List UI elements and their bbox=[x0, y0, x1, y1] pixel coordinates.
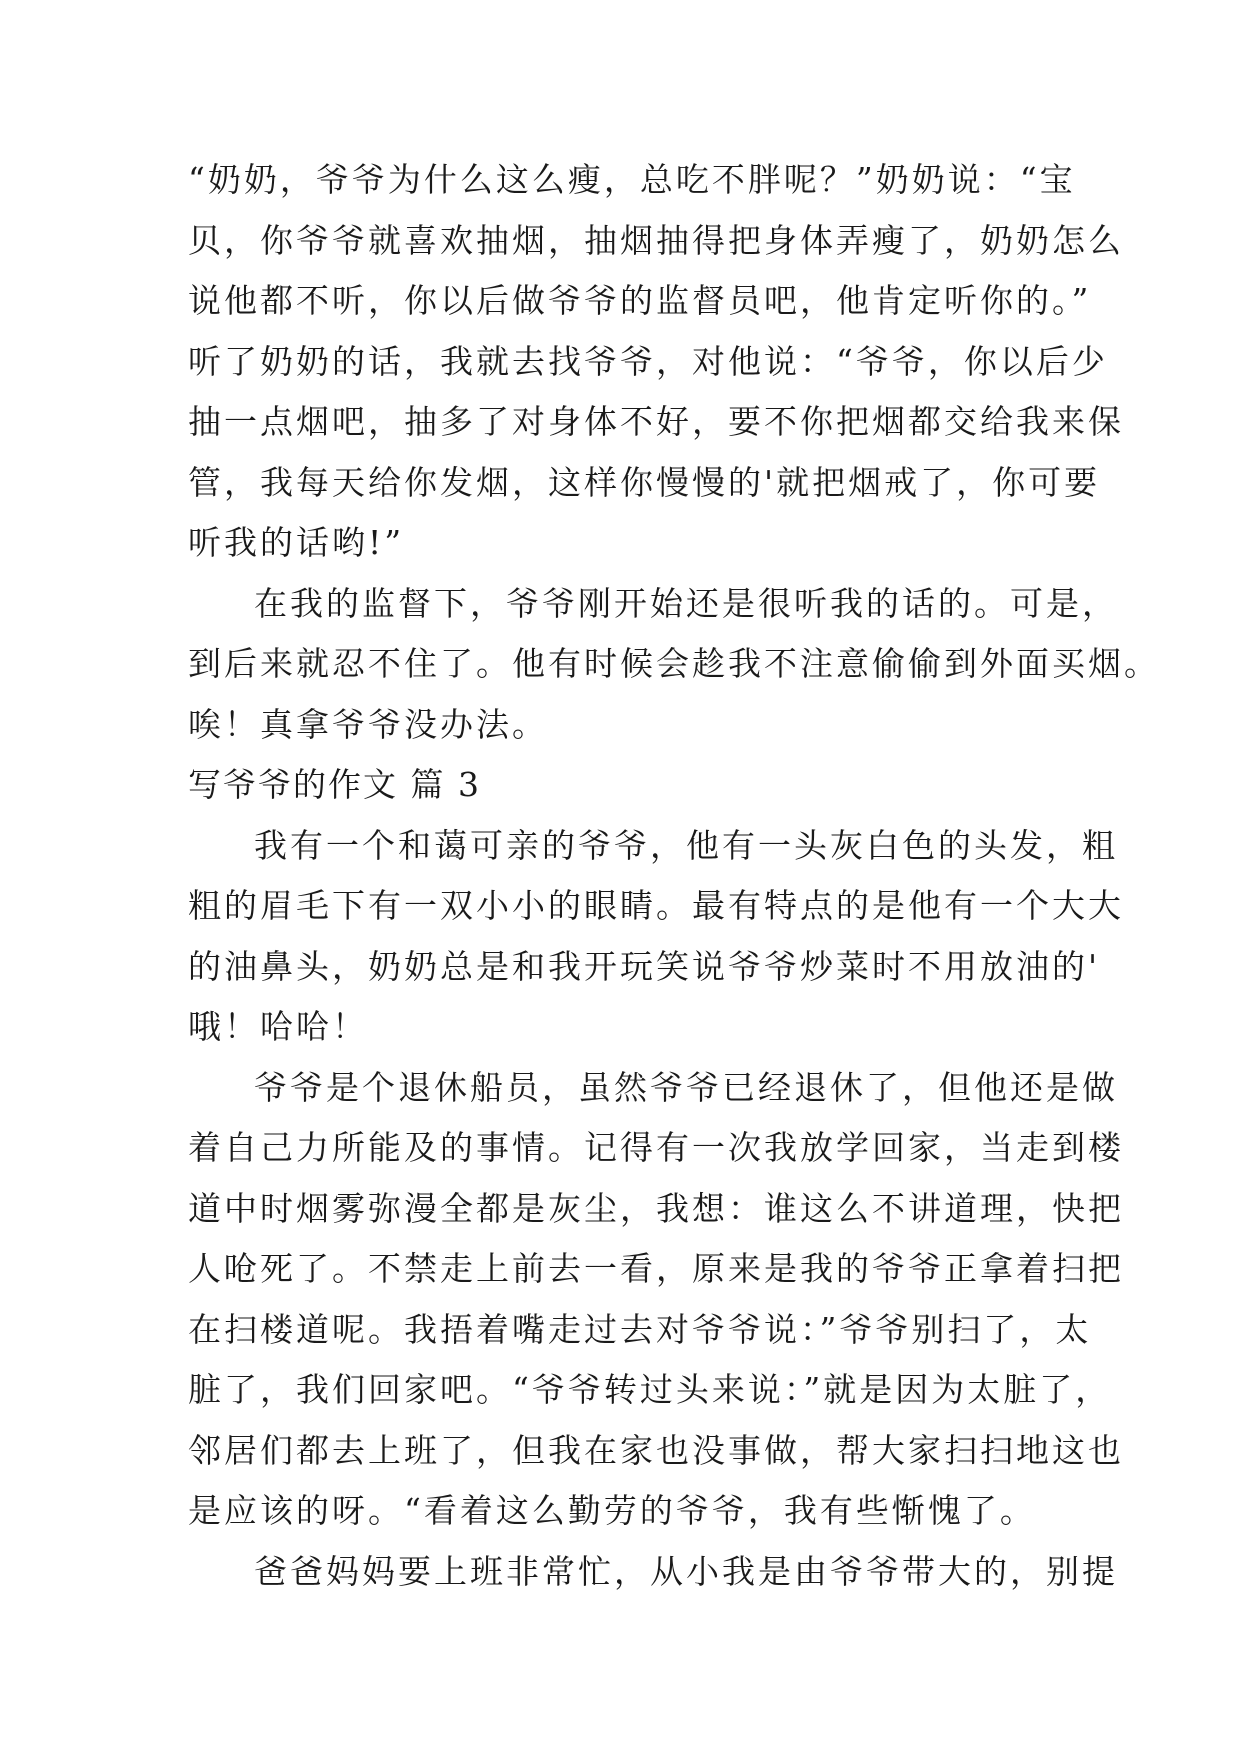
text-line: “奶奶，爷爷为什么这么瘦，总吃不胖呢？”奶奶说：“宝 bbox=[188, 160, 1076, 199]
text-line: 脏了，我们回家吧。“爷爷转过头来说：”就是因为太脏了， bbox=[188, 1370, 1112, 1409]
text-line: 我有一个和蔼可亲的爷爷，他有一头灰白色的头发，粗 bbox=[254, 825, 1118, 865]
text-line: 抽一点烟吧，抽多了对身体不好，要不你把烟都交给我来保 bbox=[188, 402, 1124, 441]
paragraph-5 bbox=[188, 1542, 1118, 1603]
text-line: 在我的监督下，爷爷刚开始还是很听我的话的。可是， bbox=[254, 583, 1118, 623]
document-page bbox=[188, 150, 1160, 1602]
text-line: 在扫楼道呢。我捂着嘴走过去对爷爷说：”爷爷别扫了，太 bbox=[188, 1309, 1092, 1349]
text-line: 听我的话哟!” bbox=[188, 523, 405, 562]
text-line: 是应该的呀。“看着这么勤劳的爷爷，我有些惭愧了。 bbox=[188, 1491, 1036, 1530]
text-line: 管，我每天给你发烟，这样你慢慢的'就把烟戒了，你可要 bbox=[188, 462, 1101, 502]
section-heading: 写爷爷的作文 篇 3 bbox=[188, 765, 481, 804]
text-line: 哦！哈哈！ bbox=[188, 1007, 368, 1046]
text-line: 贝，你爷爷就喜欢抽烟，抽烟抽得把身体弄瘦了，奶奶怎么 bbox=[188, 220, 1124, 260]
text-line: 邻居们都去上班了，但我在家也没事做，帮大家扫扫地这也 bbox=[188, 1430, 1124, 1470]
paragraph-2 bbox=[188, 574, 1160, 756]
text-line: 粗的眉毛下有一双小小的眼睛。最有特点的是他有一个大大 bbox=[188, 886, 1124, 925]
paragraph-1 bbox=[188, 150, 1124, 574]
paragraph-4 bbox=[188, 1058, 1124, 1542]
text-line: 爷爷是个退休船员，虽然爷爷已经退休了，但他还是做 bbox=[254, 1067, 1118, 1107]
text-line: 爸爸妈妈要上班非常忙，从小我是由爷爷带大的，别提 bbox=[254, 1551, 1118, 1591]
paragraph-3 bbox=[188, 816, 1124, 1058]
text-line: 听了奶奶的话，我就去找爷爷，对他说：“爷爷，你以后少 bbox=[188, 341, 1108, 381]
text-line: 的油鼻头，奶奶总是和我开玩笑说爷爷炒菜时不用放油的' bbox=[188, 946, 1101, 986]
text-line: 着自己力所能及的事情。记得有一次我放学回家，当走到楼 bbox=[188, 1128, 1124, 1167]
text-line: 人呛死了。不禁走上前去一看，原来是我的爷爷正拿着扫把 bbox=[188, 1249, 1124, 1288]
text-line: 说他都不听，你以后做爷爷的监督员吧，他肯定听你的。” bbox=[188, 281, 1092, 320]
text-line: 到后来就忍不住了。他有时候会趁我不注意偷偷到外面买烟。 bbox=[188, 644, 1160, 683]
text-line: 唉！真拿爷爷没办法。 bbox=[188, 704, 548, 744]
text-line: 道中时烟雾弥漫全都是灰尘，我想：谁这么不讲道理，快把 bbox=[188, 1188, 1124, 1228]
